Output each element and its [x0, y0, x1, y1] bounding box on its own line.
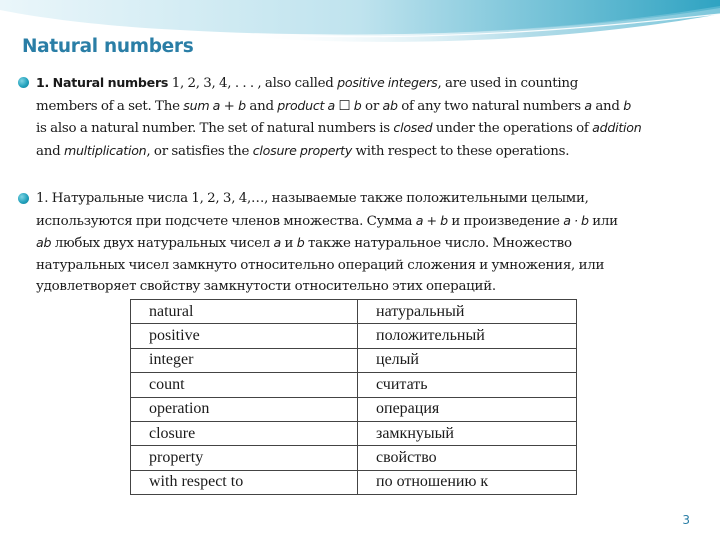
text-run: также натуральное число. Множество — [304, 236, 572, 252]
text-run: любых двух натуральных чисел — [51, 236, 274, 252]
text-run: of any two natural numbers — [397, 98, 585, 114]
russian-term-cell: целый — [358, 348, 577, 372]
text-run: и — [281, 236, 297, 252]
text-run: используются при подсчете членов множества. Сумма — [36, 213, 416, 229]
table-row — [131, 397, 577, 421]
term: a · b — [563, 212, 589, 228]
text-line: натуральных чисел замкнуто относительно операций сложения и умножения, или — [36, 257, 605, 273]
text-run: and — [591, 98, 624, 114]
english-term-cell: natural — [131, 300, 358, 324]
english-term-cell: operation — [131, 397, 358, 421]
term: a — [273, 235, 282, 251]
term: product a — [277, 97, 335, 113]
term: closed — [393, 120, 433, 136]
english-term-cell: with respect to — [131, 470, 358, 494]
table-row — [131, 421, 577, 445]
term: addition — [592, 120, 642, 136]
text-run: is also a natural number. The set of natural numbers is — [36, 121, 394, 137]
english-term-cell: count — [131, 373, 358, 397]
table-row — [131, 300, 577, 324]
term: closure property — [252, 142, 353, 158]
text-run: , or satisfies the — [146, 143, 253, 159]
term: b — [238, 97, 246, 113]
term: a — [584, 97, 592, 113]
term: b — [296, 235, 305, 251]
english-term-cell: integer — [131, 348, 358, 372]
page-number: 3 — [682, 513, 690, 527]
term: positive integers — [337, 75, 438, 90]
english-paragraph — [36, 72, 716, 162]
text-run: , are used in counting — [437, 76, 579, 91]
english-term-cell: positive — [131, 324, 358, 348]
table-row — [131, 348, 577, 372]
table-row — [131, 470, 577, 494]
slide-title: Natural numbers — [22, 36, 194, 57]
text-run: and — [36, 143, 64, 159]
text-run: 1, 2, 3, 4, . . . , also called — [168, 76, 338, 91]
table-row — [131, 324, 577, 348]
russian-term-cell: свойство — [358, 446, 577, 470]
bullet-icon — [18, 193, 29, 204]
text-line: удовлетворяет свойству замкнутости относительно этих операций. — [36, 279, 496, 295]
text-run: ☐ — [334, 98, 354, 114]
term: multiplication — [63, 142, 147, 158]
term: b — [623, 97, 632, 113]
text-run: и произведение — [447, 213, 564, 229]
russian-term-cell: положительный — [358, 324, 577, 348]
table-row — [131, 373, 577, 397]
text-run: или — [588, 213, 618, 229]
russian-term-cell: натуральный — [358, 300, 577, 324]
russian-term-cell: по отношению к — [358, 470, 577, 494]
text-run: and — [245, 98, 278, 114]
text-line: 1. Натуральные числа 1, 2, 3, 4,…, называемые также положительными целыми, — [36, 191, 589, 206]
english-term-cell: property — [131, 446, 358, 470]
text-run: with respect to these operations. — [352, 143, 570, 159]
term: ab — [36, 235, 52, 251]
text-run: + — [220, 98, 239, 114]
bullet-icon — [18, 77, 29, 88]
glossary-table — [130, 299, 577, 495]
paragraph-heading: 1. Natural numbers — [36, 75, 169, 90]
term: a + b — [415, 212, 448, 228]
russian-term-cell: считать — [358, 373, 577, 397]
term: sum a — [183, 97, 221, 113]
russian-term-cell: замкнуыый — [358, 421, 577, 445]
text-run: members of a set. The — [36, 98, 184, 114]
russian-term-cell: операция — [358, 397, 577, 421]
term: ab — [382, 97, 398, 113]
english-term-cell: closure — [131, 421, 358, 445]
text-run: or — [361, 98, 383, 114]
russian-paragraph — [36, 188, 716, 298]
table-row — [131, 446, 577, 470]
text-run: under the operations of — [432, 121, 593, 137]
term: b — [353, 97, 362, 113]
